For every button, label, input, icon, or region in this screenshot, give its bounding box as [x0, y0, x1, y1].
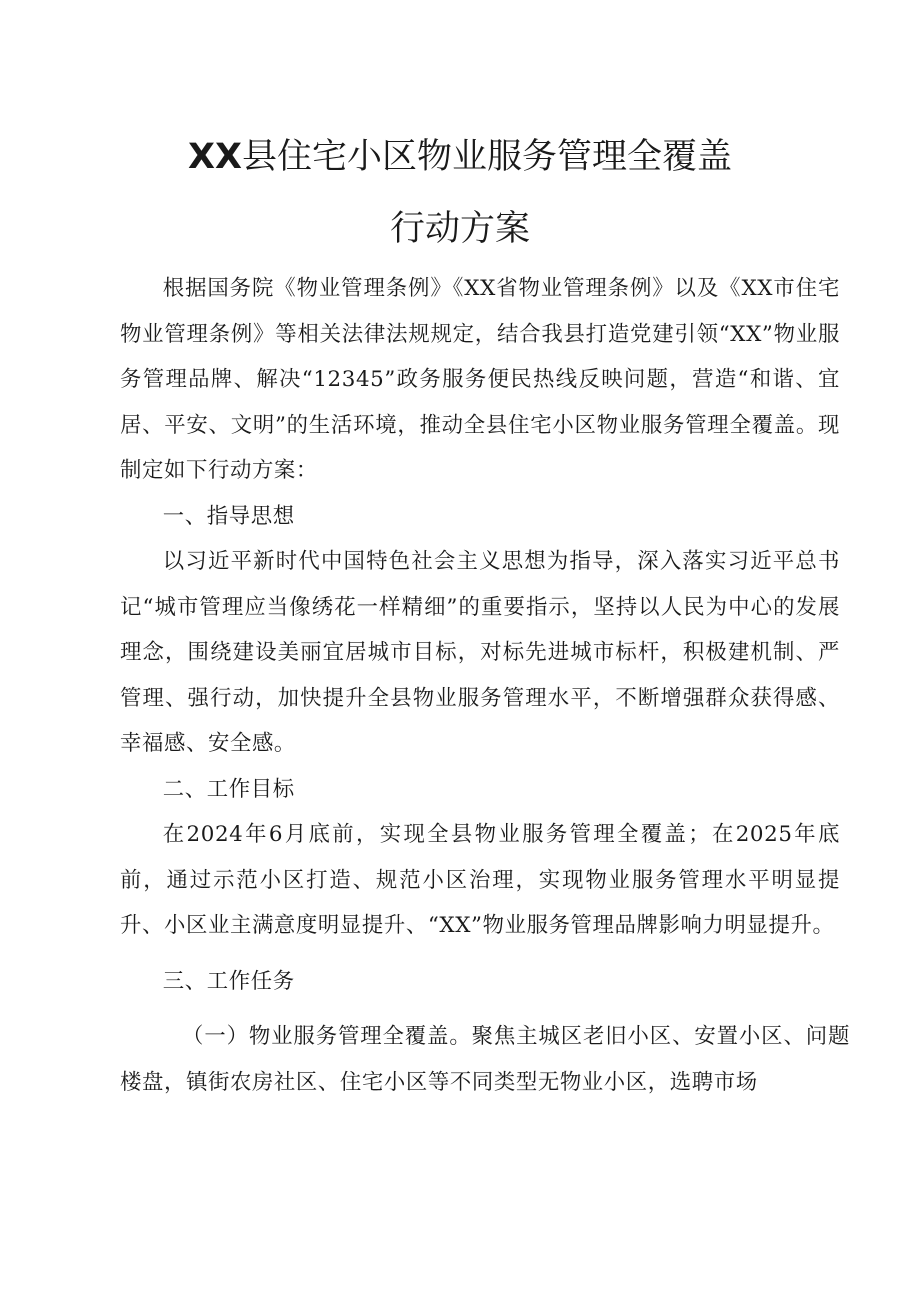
guiding-thought-paragraph: 以习近平新时代中国特色社会主义思想为指导，深入落实习近平总书记“城市管理应当像绣花一样精细”的重要指示，坚持以人民为中心的发展理念，围绕建设美丽宜居城市目标，对标先进城市标杆，积极建机制、严管理、强行动，加快提升全县物业服务管理水平，不断增强群众获得感、幸福感、安全感。: [120, 549, 840, 756]
intro-paragraph: 根据国务院《物业管理条例》《XX省物业管理条例》以及《XX市住宅物业管理条例》等相关法律法规规定，结合我县打造党建引领“XX”物业服务管理品牌、解决“12345”政务服务便民热线反映问题，营造“和谐、宜居、平安、文明”的生活环境，推动全县住宅小区物业服务管理全覆盖。现制定如下行动方案：: [120, 276, 840, 483]
task-item-1-paragraph: （一）物业服务管理全覆盖。聚焦主城区老旧小区、安置小区、问题楼盘，镇街农房社区、住宅小区等不同类型无物业小区，选聘市场: [120, 1024, 850, 1095]
title-xx: XX: [188, 137, 242, 177]
work-goal-paragraph: 在2024年6月底前，实现全县物业服务管理全覆盖；在2025年底前，通过示范小区打造、规范小区治理，实现物业服务管理水平明显提升、小区业主满意度明显提升、“XX”物业服务管理品牌影响力明显提升。: [120, 822, 840, 938]
section-heading-guiding-thought: 一、指导思想: [162, 503, 295, 529]
spacer: [120, 1004, 840, 1014]
document-title-line-1: [0, 137, 920, 177]
section-heading-work-goal: 二、工作目标: [162, 776, 295, 802]
title-main-text: 县住宅小区物业服务管理全覆盖: [241, 137, 732, 177]
document-body: [120, 266, 850, 1105]
document-title-line-2: 行动方案: [389, 209, 530, 249]
spacer: [120, 949, 840, 959]
section-heading-work-tasks: 三、工作任务: [162, 968, 295, 994]
